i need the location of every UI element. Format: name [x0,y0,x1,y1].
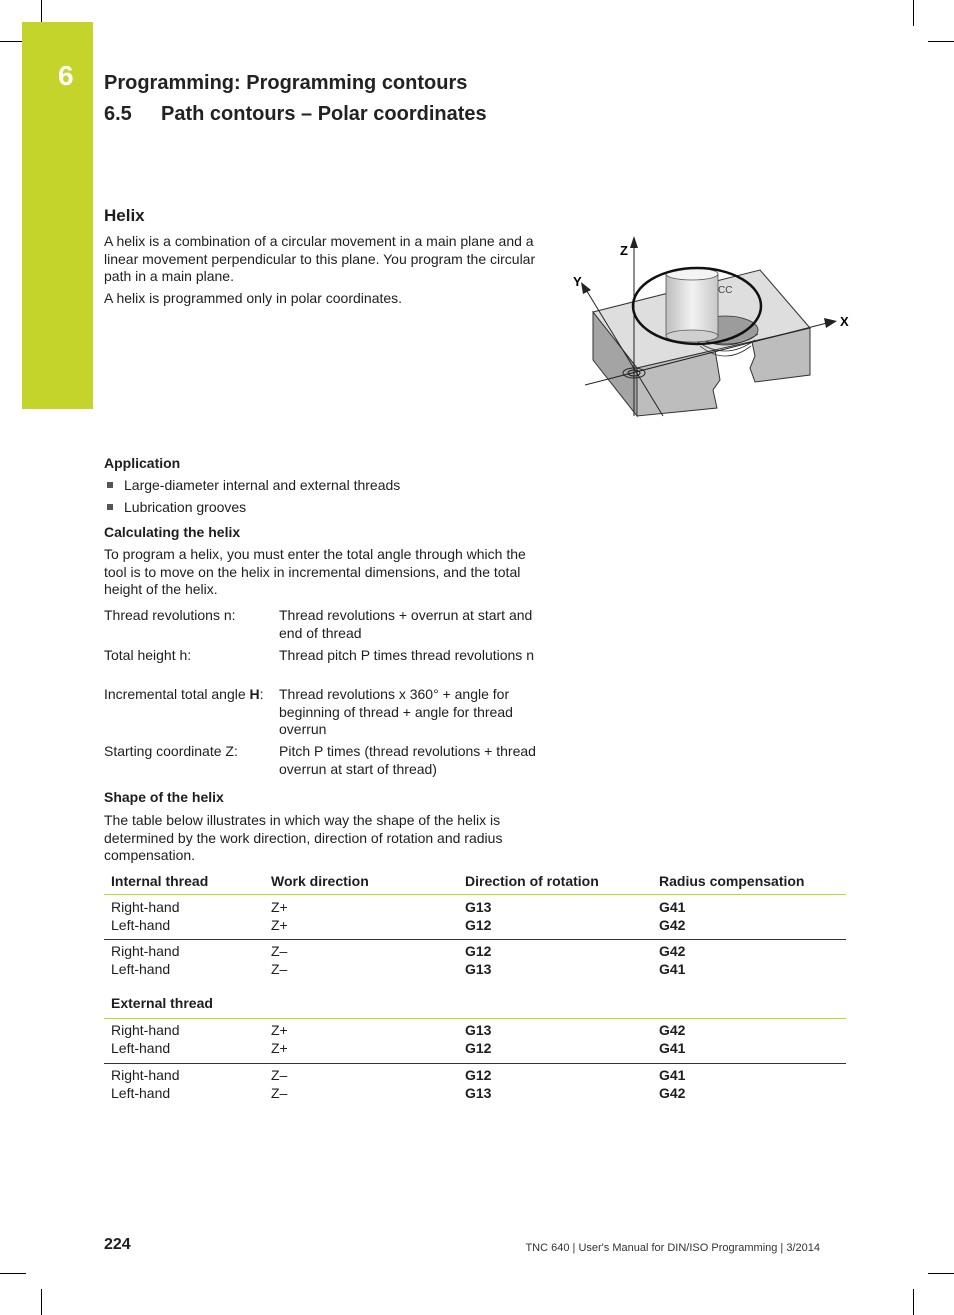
section-title: Path contours – Polar coordinates [161,103,487,125]
definition-desc: Thread revolutions + overrun at start and end of thread [279,607,533,641]
table-cell: Z+ Z+ [271,899,288,933]
list-item: Large-diameter internal and external threads [104,477,400,499]
table-header-cell: Direction of rotation [465,873,599,889]
axis-x-label: X [840,314,849,329]
helix-heading: Helix [104,206,145,225]
definition-desc: Thread pitch P times thread revolutions n [279,647,534,663]
bullet-square-icon [107,504,113,510]
bullet-square-icon [107,482,113,488]
definition-term: Starting coordinate Z: [104,743,238,759]
shape-heading: Shape of the helix [104,789,224,805]
table-header-row [104,868,846,895]
chapter-title: Programming: Programming contours [104,72,468,94]
cc-label: CC [718,285,733,296]
helix-para-2: A helix is programmed only in polar coordinates. [104,290,403,306]
external-thread-label: External thread [111,995,213,1011]
table-cell: Z– Z– [271,943,288,977]
table-row [104,1019,846,1064]
axis-z-label: Z [620,243,628,258]
table-cell: G13 G12 [465,1022,492,1056]
definition-desc: Thread revolutions x 360° + angle for beginning of thread + angle for thread overrun [279,686,513,737]
table-cell: G41 G42 [659,899,686,933]
chapter-number: 6 [58,60,74,91]
table-cell: Z– Z– [271,1067,288,1101]
section-number: 6.5 [104,103,132,125]
calculating-heading: Calculating the helix [104,524,241,540]
table-subheader-row [104,992,846,1019]
table-cell: Right-hand Left-hand [111,1022,180,1056]
table-row [104,940,846,992]
crop-mark [913,1289,914,1315]
helix-figure [565,230,855,425]
table-cell: Right-hand Left-hand [111,943,180,977]
page-number: 224 [104,1236,131,1253]
table-header-cell: Work direction [271,873,369,889]
table-cell: G42 G41 [659,943,686,977]
table-cell: Right-hand Left-hand [111,899,180,933]
table-header-cell: Internal thread [111,873,209,889]
crop-mark [928,41,954,42]
table-cell: Right-hand Left-hand [111,1067,180,1101]
application-heading: Application [104,455,181,471]
table-row [104,895,846,940]
footer-text: TNC 640 | User's Manual for DIN/ISO Programming | 3/2014 [525,1242,820,1254]
table-cell: G13 G12 [465,899,492,933]
crop-mark [41,1289,42,1315]
table-header-cell: Radius compensation [659,873,805,889]
helix-shape-table [104,868,846,1108]
tool-cylinder [666,274,718,336]
shape-para: The table below illustrates in which way the shape of the helix is determined by the work direction, direction of rotation and radius compensation. [104,812,503,863]
definition-desc: Pitch P times (thread revolutions + thread overrun at start of thread) [279,743,536,777]
definition-term: Total height h: [104,647,192,663]
table-cell: G12 G13 [465,943,492,977]
definition-term: Incremental total angle H: [104,686,264,702]
helix-para-1: A helix is a combination of a circular movement in a main plane and a linear movement perpendicular to this plane. You program the circular path in a main plane. [104,233,536,284]
table-cell: G12 G13 [465,1067,492,1101]
crop-mark [928,1273,954,1274]
calculating-para: To program a helix, you must enter the total angle through which the tool is to move on the helix in incremental dimensions, and the total height of the helix. [104,546,526,597]
table-cell: Z+ Z+ [271,1022,288,1056]
application-list [104,477,400,521]
definition-term: Thread revolutions n: [104,607,236,623]
table-cell: G41 G42 [659,1067,686,1101]
table-cell: G42 G41 [659,1022,686,1056]
axis-y-label: Y [573,274,582,289]
crop-mark [913,0,914,26]
list-item: Lubrication grooves [104,499,400,521]
crop-mark [0,1273,26,1274]
table-row [104,1064,846,1108]
